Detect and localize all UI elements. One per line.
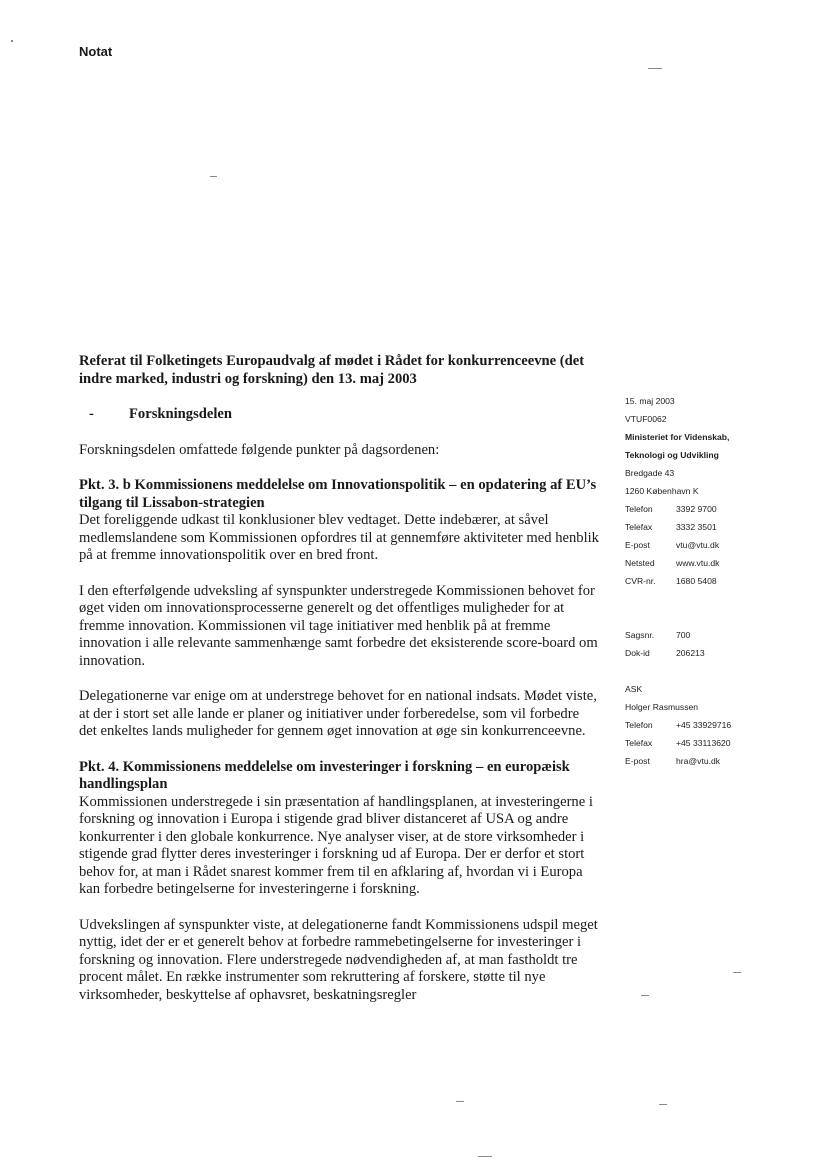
person-contact-row xyxy=(625,716,825,734)
section-dash: - xyxy=(89,406,94,422)
contact-person-name: Holger Rasmussen xyxy=(625,702,699,712)
scan-speck xyxy=(210,176,217,177)
section-title: Forskningsdelen xyxy=(129,406,232,422)
item-paragraph: Kommissionen understregede i sin præsentation af handlingsplanen, at investeringerne i forskning og innovation i Europa i stigende grad bliver distanceret af USA og andre konkurrenter i den globale konkurrence. Nye analyser viser, at de store virksomheder i stigende grad flytter deres investeringer i forskning ud af Europa. Der er derfor et stort behov for, at man i Rådet snarest kommer frem til en afklaring af, hvordan vi i Europa kan forbedre betingelserne for investeringerne i forskning. xyxy=(79,793,593,897)
contact-label: E-post xyxy=(625,540,650,550)
contact-row xyxy=(625,536,825,554)
case-row xyxy=(625,626,825,644)
item-paragraph: Delegationerne var enige om at understrege behovet for en national indsats. Mødet viste, at der i stort set alle lande er planer og initiativer under forberedelse, som vil forbedre det enkeltes lands muligheder for gennem øget innovation at øge sin konkurrenceevne. xyxy=(79,688,597,739)
scan-speck xyxy=(641,995,649,996)
scan-speck xyxy=(648,68,662,69)
address-street: Bredgade 43 xyxy=(625,468,675,478)
contact-value: vtu@vtu.dk xyxy=(676,540,720,550)
case-value: 206213 xyxy=(676,648,705,658)
contact-label: Telefon xyxy=(625,720,653,730)
item-paragraph: Det foreliggende udkast til konklusioner blev vedtaget. Dette indebærer, at såvel medlemslandene som Kommissionen opfordres til at gennemføre aktiviteter med henblik på at fremme innovationspolitik over en bred front. xyxy=(79,512,599,563)
intro-paragraph: Forskningsdelen omfattede følgende punkter på dagsordenen: xyxy=(79,441,440,458)
case-initials: ASK xyxy=(625,684,643,694)
contact-value: 1680 5408 xyxy=(676,576,717,586)
contact-row xyxy=(625,500,825,518)
contact-value: 3332 3501 xyxy=(676,522,717,532)
case-value: 700 xyxy=(676,630,691,640)
document-title: Referat til Folketingets Europaudvalg af mødet i Rådet for konkurrenceevne (det indre marked, industri og forskning) den 13. maj 2003 xyxy=(79,353,585,387)
ministry-name: Teknologi og Udvikling xyxy=(625,450,719,460)
sender-info-column xyxy=(625,392,825,770)
scan-speck xyxy=(11,40,13,42)
contact-value: 3392 9700 xyxy=(676,504,717,514)
scan-speck xyxy=(478,1156,492,1157)
case-label: Dok-id xyxy=(625,648,650,658)
scan-speck xyxy=(733,972,741,973)
ministry-name: Ministeriet for Videnskab, xyxy=(625,432,730,442)
contact-label: CVR-nr. xyxy=(625,576,656,586)
contact-label: E-post xyxy=(625,756,650,766)
document-type-label: Notat xyxy=(79,44,113,59)
document-date: 15. maj 2003 xyxy=(625,396,675,406)
contact-value: www.vtu.dk xyxy=(676,558,720,568)
section-heading xyxy=(79,406,599,424)
case-row xyxy=(625,644,825,662)
contact-label: Netsted xyxy=(625,558,655,568)
person-contact-row xyxy=(625,752,825,770)
document-reference: VTUF0062 xyxy=(625,414,667,424)
contact-label: Telefax xyxy=(625,522,653,532)
person-contact-row xyxy=(625,734,825,752)
main-text xyxy=(79,353,599,1022)
contact-label: Telefax xyxy=(625,738,653,748)
item-heading: Pkt. 4. Kommissionens meddelelse om investeringer i forskning – en europæisk handlingsplan xyxy=(79,758,570,792)
item-heading: Pkt. 3. b Kommissionens meddelelse om Innovationspolitik – en opdatering af EU’s tilgang til Lissabon-strategien xyxy=(79,477,597,511)
contact-value: +45 33929716 xyxy=(676,720,732,730)
contact-value: +45 33113620 xyxy=(676,738,731,748)
contact-value: hra@vtu.dk xyxy=(676,756,721,766)
scan-speck xyxy=(659,1104,667,1105)
contact-row xyxy=(625,554,825,572)
item-paragraph: I den efterfølgende udveksling af synspunkter understregede Kommissionen behovet for øget viden om innovationsprocesserne generelt og det offentliges muligheder for at fremme innovation. Kommissionen vil tage initiativer med henblik på at fremme innovation i alle relevante sammenhænge samt forbedre det eksisterende score-board om innovation. xyxy=(79,582,598,669)
item-paragraph: Udvekslingen af synspunkter viste, at delegationerne fandt Kommissionens udspil meget nyttig, idet der er et generelt behov at forbedre rammebetingelserne for investeringer i forskning og innovation. Flere understregede nødvendigheden af, at man fastholdt tre procent målet. En række instrumenter som rekruttering af forskere, støtte til nye virksomheder, beskyttelse af ophavsret, beskatningsregler xyxy=(79,916,598,1003)
contact-row xyxy=(625,572,825,590)
contact-label: Telefon xyxy=(625,504,653,514)
case-label: Sagsnr. xyxy=(625,630,655,640)
scan-speck xyxy=(456,1101,464,1102)
address-city: 1260 København K xyxy=(625,486,699,496)
contact-row xyxy=(625,518,825,536)
